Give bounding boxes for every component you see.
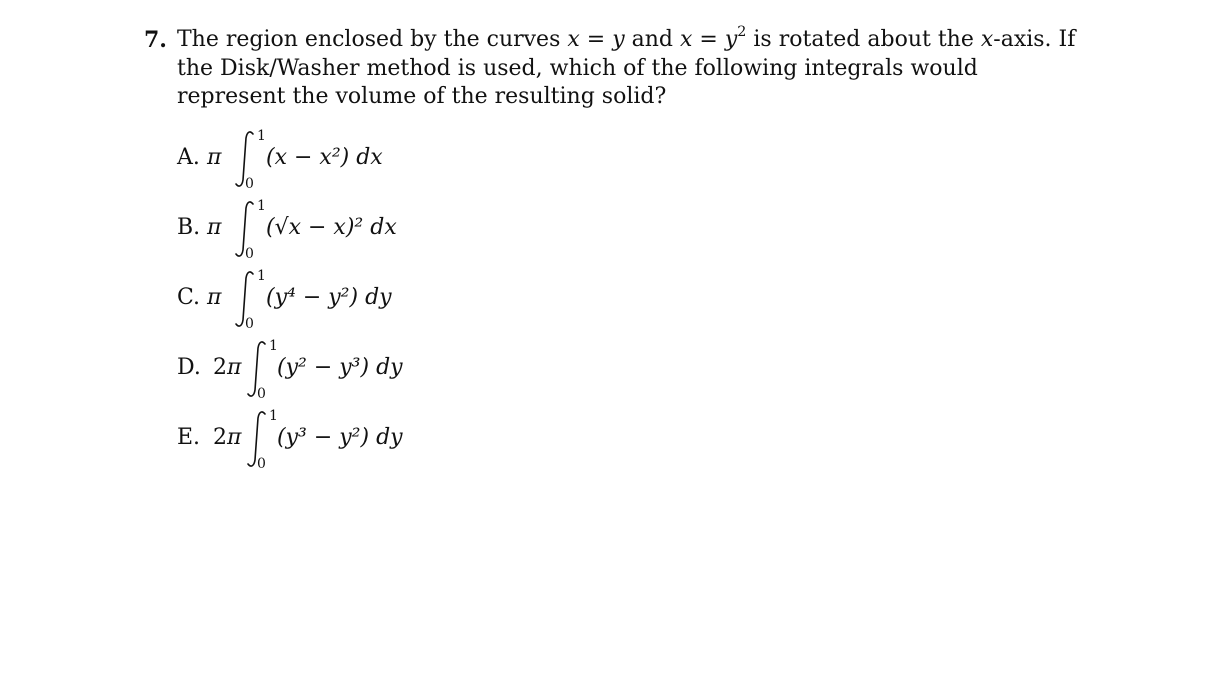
math-var-y: y — [612, 27, 625, 52]
integral-lower-limit: 0 — [245, 246, 254, 262]
integral-lower-limit: 0 — [257, 456, 266, 472]
choice-letter: E. — [177, 425, 201, 450]
question-text-part-2: and — [624, 27, 681, 52]
choice-letter: D. — [177, 355, 201, 380]
integral-upper-limit: 1 — [257, 268, 266, 284]
math-exponent: 2 — [737, 24, 747, 41]
pi-symbol: π — [207, 145, 222, 170]
integral-lower-limit: 0 — [257, 386, 266, 402]
integral-upper-limit: 1 — [269, 338, 278, 354]
math-var-x: x — [680, 27, 693, 52]
answer-choices — [177, 124, 577, 484]
question-text — [177, 26, 1084, 112]
question-text-part-4: -axis. If the Disk/Washer method is used, which of the following integrals would represent the volume of the resulting solid? — [177, 27, 1076, 110]
answer-choice-e[interactable] — [177, 404, 577, 474]
integrand: (√x − x)² dx — [266, 215, 397, 240]
pi-symbol: π — [227, 425, 242, 450]
pi-symbol: π — [227, 355, 242, 380]
pi-symbol: π — [207, 215, 222, 240]
choice-letter: A. — [177, 145, 200, 170]
answer-choice-b[interactable] — [177, 194, 577, 264]
pi-symbol: π — [207, 285, 222, 310]
choice-coefficient — [207, 285, 221, 310]
integrand: (y² − y³) dy — [277, 355, 403, 380]
integrand: (x − x²) dx — [266, 145, 383, 170]
choice-coefficient: 2π — [213, 355, 242, 380]
choice-coefficient: 2π — [213, 425, 242, 450]
math-equals: = — [692, 27, 725, 52]
integrand: (y³ − y²) dy — [277, 425, 403, 450]
choice-letter: C. — [177, 285, 201, 310]
math-var-x: x — [567, 27, 580, 52]
choice-coefficient — [207, 145, 221, 170]
answer-choice-c[interactable] — [177, 264, 577, 334]
integral-upper-limit: 1 — [257, 128, 266, 144]
question-number: 7. — [144, 27, 167, 53]
question-text-part-3: is rotated about the — [746, 27, 981, 52]
integrand: (y⁴ − y²) dy — [266, 285, 392, 310]
integral-upper-limit: 1 — [269, 408, 278, 424]
math-equals: = — [579, 27, 613, 52]
choice-coefficient — [207, 215, 221, 240]
answer-choice-a[interactable] — [177, 124, 577, 194]
answer-choice-d[interactable] — [177, 334, 577, 404]
choice-letter: B. — [177, 215, 201, 240]
math-var-y: y — [724, 27, 738, 52]
integral-upper-limit: 1 — [257, 198, 266, 214]
integral-lower-limit: 0 — [245, 316, 254, 332]
math-var-x: x — [980, 27, 994, 52]
integral-lower-limit: 0 — [245, 176, 254, 192]
question-text-part-1: The region enclosed by the curves — [177, 27, 568, 52]
